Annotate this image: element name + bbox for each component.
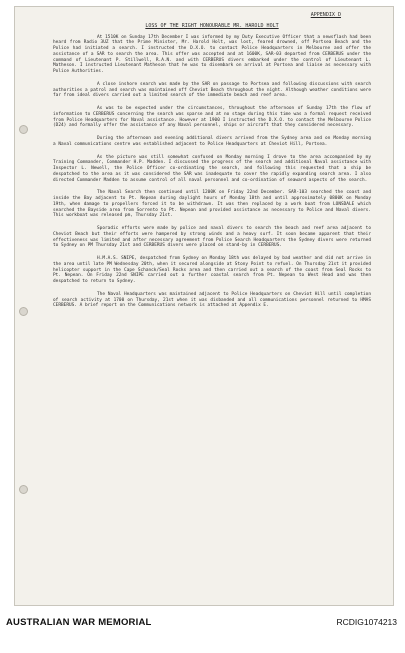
document-body [53,13,371,316]
institution-name: AUSTRALIAN WAR MEMORIAL [6,617,152,628]
record-id: RCDIG1074213 [336,617,397,627]
appendix-label: APPENDIX D [310,12,341,18]
punch-hole [19,125,28,134]
archive-footer [0,607,405,653]
paragraph: At 1510K on Sunday 17th December I was informed by my Duty Executive Officer that a newsflash had been heard from Radio 3UZ that the Prime Minister, Mr. Harold Holt, was lost, feared drowned, off Portsea Beach and the Police had initiated a search. I instructed the D.X.O. to contact Police Headquarters in Melbourne and offer the assistance of a SAR to search the area. This offer was accepted and at 1600K, SAR-03 departed from CERBERUS under the command of Lieutenant P. Stillwell, R.A.N. and with CERBERUS divers embarked under the control of Lieutenant L. Matheson. I instructed Lieutenant Matheson that he was to disembark on arrival at Portsea and liaise as necessary with Police Authorities. [53,34,371,74]
paragraph: H.M.A.S. SNIPE, despatched from Sydney on Monday 18th was delayed by bad weather and did not arrive in the area until late PM Wednesday 20th, when it secured alongside at Stony Point to refuel. On Thursday 21st it provided helicopter support in the Cape Schanck/Seal Rocks area and then carried out a search of the coast from Seal Rocks to Pt. Nepean. On Friday 22nd SNIPE carried out a further coastal search from Pt. Nepean to West Head and was then despatched to return to Sydney. [53,256,371,284]
punch-hole [19,307,28,316]
paragraph: The Naval Search then continued until 1200K on Friday 22nd December. SAR-103 searched the coast and inside the Bay adjacent to Pt. Nepean during daylight hours of Monday 18th and until approximately 0800K on Monday 19th, when damage to propellers forced it to be withdrawn. It was then replaced by a work boat from LONSDALE which searched the Bayside area from Sorrento to Pt. Nepean and provided assistance as necessary to Police and Naval divers. This workboat was released pm, Thursday 21st. [53,190,371,219]
document-page [14,6,394,606]
paragraph: As the picture was still somewhat confused on Monday morning I drove to the area accompanied by my Training Commander, Commander H.P. Madden. I discussed the progress of the search and additional Naval assistance with Inspector L. Newell, the Police Officer co-ordinating the search, and following this requested that a ship be despatched to the area as it was considered the SAR was inadequate to cover the rapidly expanding search area. I also directed Commander Madden to assume control of all naval personnel and co-ordination of seaward aspects of the search. [53,154,371,183]
paragraph: As was to be expected under the circumstances, throughout the afternoon of Sunday 17th the flow of information to CERBERUS concerning the search was sparse and at no stage during this time was a formal request received from Police Headquarters for Naval assistance. However at 1900 I instructed the D.X.O. to contact the Melbourne Police (D24) and formally offer the assistance of any Naval personnel, ships or aircraft that they considered necessary. [53,106,371,129]
paragraph: During the afternoon and evening additional divers arrived from the Sydney area and on Monday morning a Naval communications centre was established adjacent to Police Headquarters at Cheviot Hill, Portsea. [53,136,371,147]
paragraph: A close inshore search was made by the SAR on passage to Portsea and following discussions with search authorities a patrol and search was maintained off Cheviot Beach throughout the night. Although weather conditions were far from ideal divers carried out a limited search of the immediate beach and reef area. [53,81,371,99]
document-title: LOSS OF THE RIGHT HONOURABLE MR. HAROLD HOLT [145,22,279,29]
paragraph: Sporadic efforts were made by police and naval divers to search the beach and reef area adjacent to Cheviot Beach but their efforts were hampered by strong winds and a heavy surf. It soon became apparent that their effectiveness was limited and after necessary agreement from Police Search Headquarters the Sydney divers were returned to Sydney on PM Thursday 21st and CERBERUS divers were placed on stand-by in CERBERUS. [53,226,371,249]
punch-hole [19,485,28,494]
paragraph: The Naval Headquarters was maintained adjacent to Police Headquarters on Cheviot Hill until completion of search activity at 1700 on Thursday, 21st when it was disbanded and all communications personnel returned to HMAS CERBERUS. A brief report on the Communications network is attached at Appendix E. [53,291,371,309]
